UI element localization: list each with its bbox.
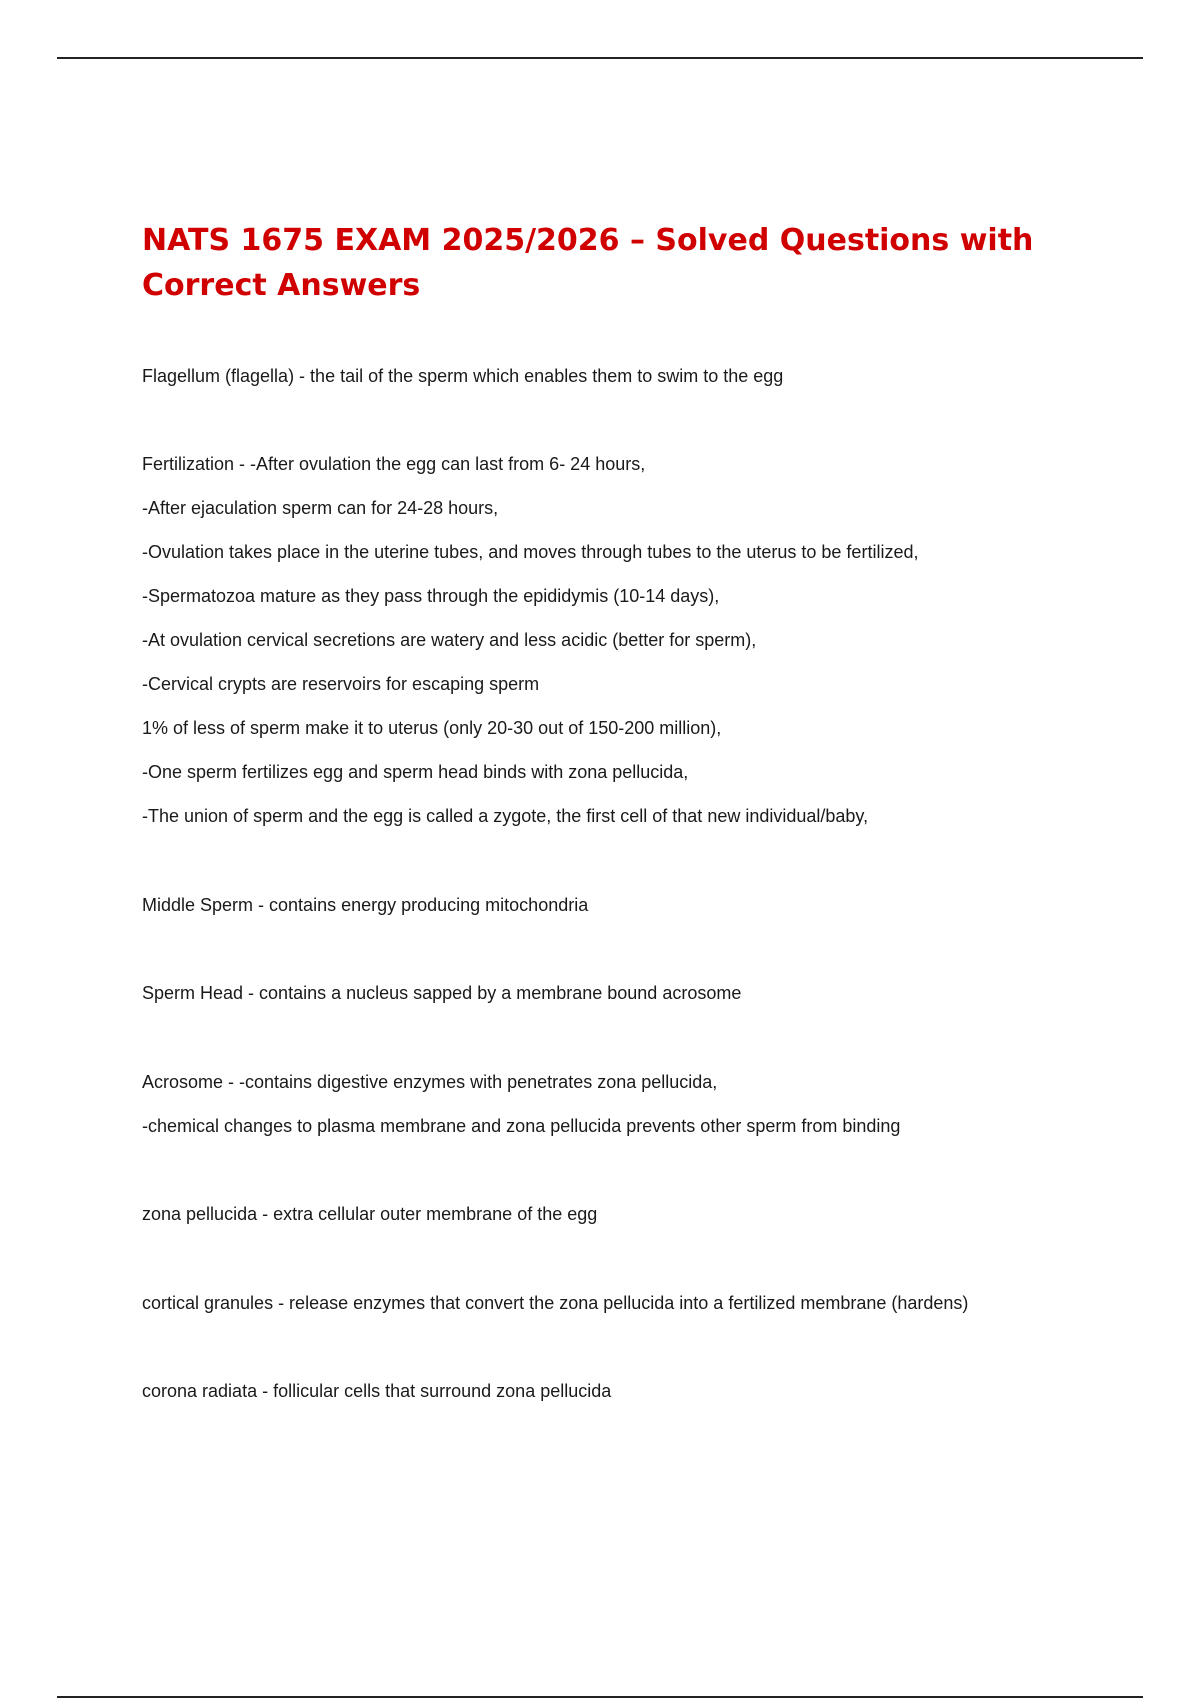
term-middle-sperm: Middle Sperm - contains energy producing mitochondria <box>142 895 589 915</box>
top-rule <box>57 57 1143 59</box>
term-acrosome: Acrosome - -contains digestive enzymes with penetrates zona pellucida, <box>142 1072 718 1092</box>
term-sperm-head: Sperm Head - contains a nucleus sapped by a membrane bound acrosome <box>142 983 742 1003</box>
acrosome-detail: -chemical changes to plasma membrane and zona pellucida prevents other sperm from binding <box>142 1116 901 1136</box>
term-corona-radiata: corona radiata - follicular cells that surround zona pellucida <box>142 1381 612 1401</box>
fertilization-detail: -Spermatozoa mature as they pass through the epididymis (10-14 days), <box>142 586 720 606</box>
term-zona-pellucida: zona pellucida - extra cellular outer membrane of the egg <box>142 1204 598 1224</box>
fertilization-detail: -After ejaculation sperm can for 24-28 hours, <box>142 498 499 518</box>
term-flagellum: Flagellum (flagella) - the tail of the sperm which enables them to swim to the egg <box>142 366 784 386</box>
term-fertilization: Fertilization - -After ovulation the egg can last from 6- 24 hours, <box>142 454 646 474</box>
fertilization-detail: 1% of less of sperm make it to uterus (only 20-30 out of 150-200 million), <box>142 718 722 738</box>
fertilization-detail: -One sperm fertilizes egg and sperm head binds with zona pellucida, <box>142 762 689 782</box>
fertilization-detail: -Ovulation takes place in the uterine tubes, and moves through tubes to the uterus to be fertilized, <box>142 542 919 562</box>
term-cortical-granules: cortical granules - release enzymes that convert the zona pellucida into a fertilized membrane (hardens) <box>142 1293 969 1313</box>
fertilization-detail: -The union of sperm and the egg is called a zygote, the first cell of that new individual/baby, <box>142 806 869 826</box>
bottom-rule <box>57 1696 1143 1698</box>
fertilization-detail: -Cervical crypts are reservoirs for escaping sperm <box>142 674 540 694</box>
document-title: NATS 1675 EXAM 2025/2026 – Solved Questions with Correct Answers <box>142 223 1034 303</box>
fertilization-detail: -At ovulation cervical secretions are watery and less acidic (better for sperm), <box>142 630 757 650</box>
